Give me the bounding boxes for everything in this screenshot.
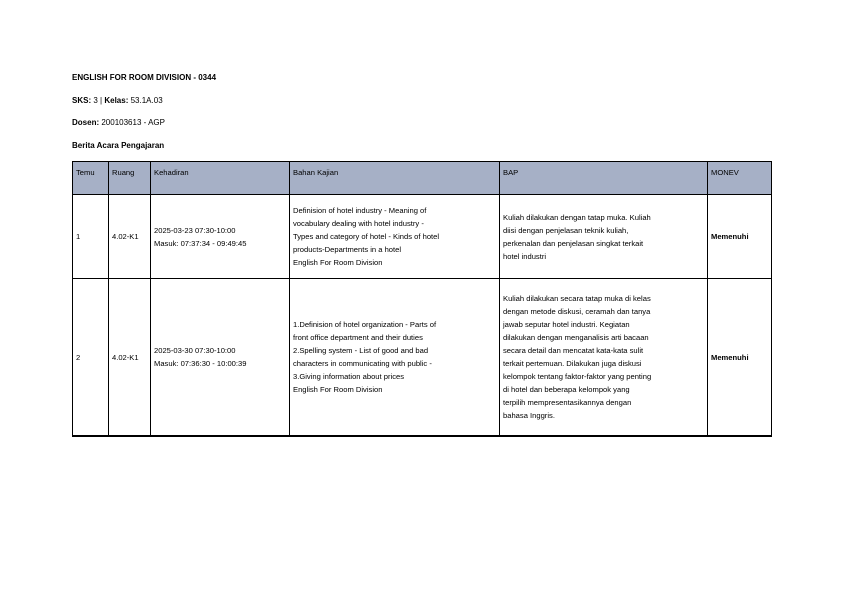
table-row [73,279,772,437]
cell-bahan-kajian: 1.Definision of hotel organization - Parts of front office department and their duties 2.Spelling system - List of good and bad characters in communicating with public - 3.Giving information about prices English For Room Division [290,279,500,437]
course-title: ENGLISH FOR ROOM DIVISION - 0344 [72,73,217,82]
kelas-label: Kelas: [104,96,129,105]
cell-monev: Memenuhi [708,195,772,279]
bap-table [72,161,772,437]
kehadiran-masuk: Masuk: 07:36:30 - 10:00:39 [154,359,247,368]
dosen-label: Dosen: [72,118,100,127]
column-header-bahan-kajian: Bahan Kajian [290,162,500,195]
column-header-kehadiran: Kehadiran [151,162,290,195]
cell-kehadiran [151,195,290,279]
table-header-row [73,162,772,195]
sks-label: SKS: [72,96,92,105]
cell-kehadiran [151,279,290,437]
column-header-bap: BAP [500,162,708,195]
sks-value: 3 [93,96,98,105]
table-row [73,195,772,279]
kehadiran-masuk: Masuk: 07:37:34 - 09:49:45 [154,238,247,248]
column-header-monev: MONEV [708,162,772,195]
cell-temu: 2 [73,279,109,437]
dosen-line [72,118,165,128]
dosen-value: 200103613 - AGP [101,118,165,127]
cell-bap: Kuliah dilakukan dengan tatap muka. Kuliah diisi dengan penjelasan teknik kuliah, perkenalan dan penjelasan singkat terkait hotel industri [500,195,708,279]
cell-bap: Kuliah dilakukan secara tatap muka di kelas dengan metode diskusi, ceramah dan tanya jawab seputar hotel industri. Kegiatan dilakukan dengan menganalisis arti bacaan secara detail dan mencatat kata-kata sulit terkait pertemuan. Dilakukan juga diskusi kelompok tentang faktor-faktor yang penting di hotel dan beberapa kelompok yang terpilih mempresentasikannya dengan bahasa Inggris. [500,279,708,437]
kelas-value: 53.1A.03 [130,96,163,105]
column-header-temu: Temu [73,162,109,195]
column-header-ruang: Ruang [109,162,151,195]
kehadiran-jadwal: 2025-03-23 07:30-10:00 [154,225,236,235]
course-info-line [72,96,163,106]
kehadiran-jadwal: 2025-03-30 07:30-10:00 [154,346,236,355]
cell-ruang: 4.02-K1 [109,195,151,279]
cell-ruang: 4.02-K1 [109,279,151,437]
cell-monev: Memenuhi [708,279,772,437]
section-title: Berita Acara Pengajaran [72,141,165,150]
separator: | [100,96,103,105]
cell-temu: 1 [73,195,109,279]
cell-bahan-kajian: Definision of hotel industry - Meaning of vocabulary dealing with hotel industry - Types and category of hotel - Kinds of hotel products-Departments in a hotel English For Room Division [290,195,500,279]
